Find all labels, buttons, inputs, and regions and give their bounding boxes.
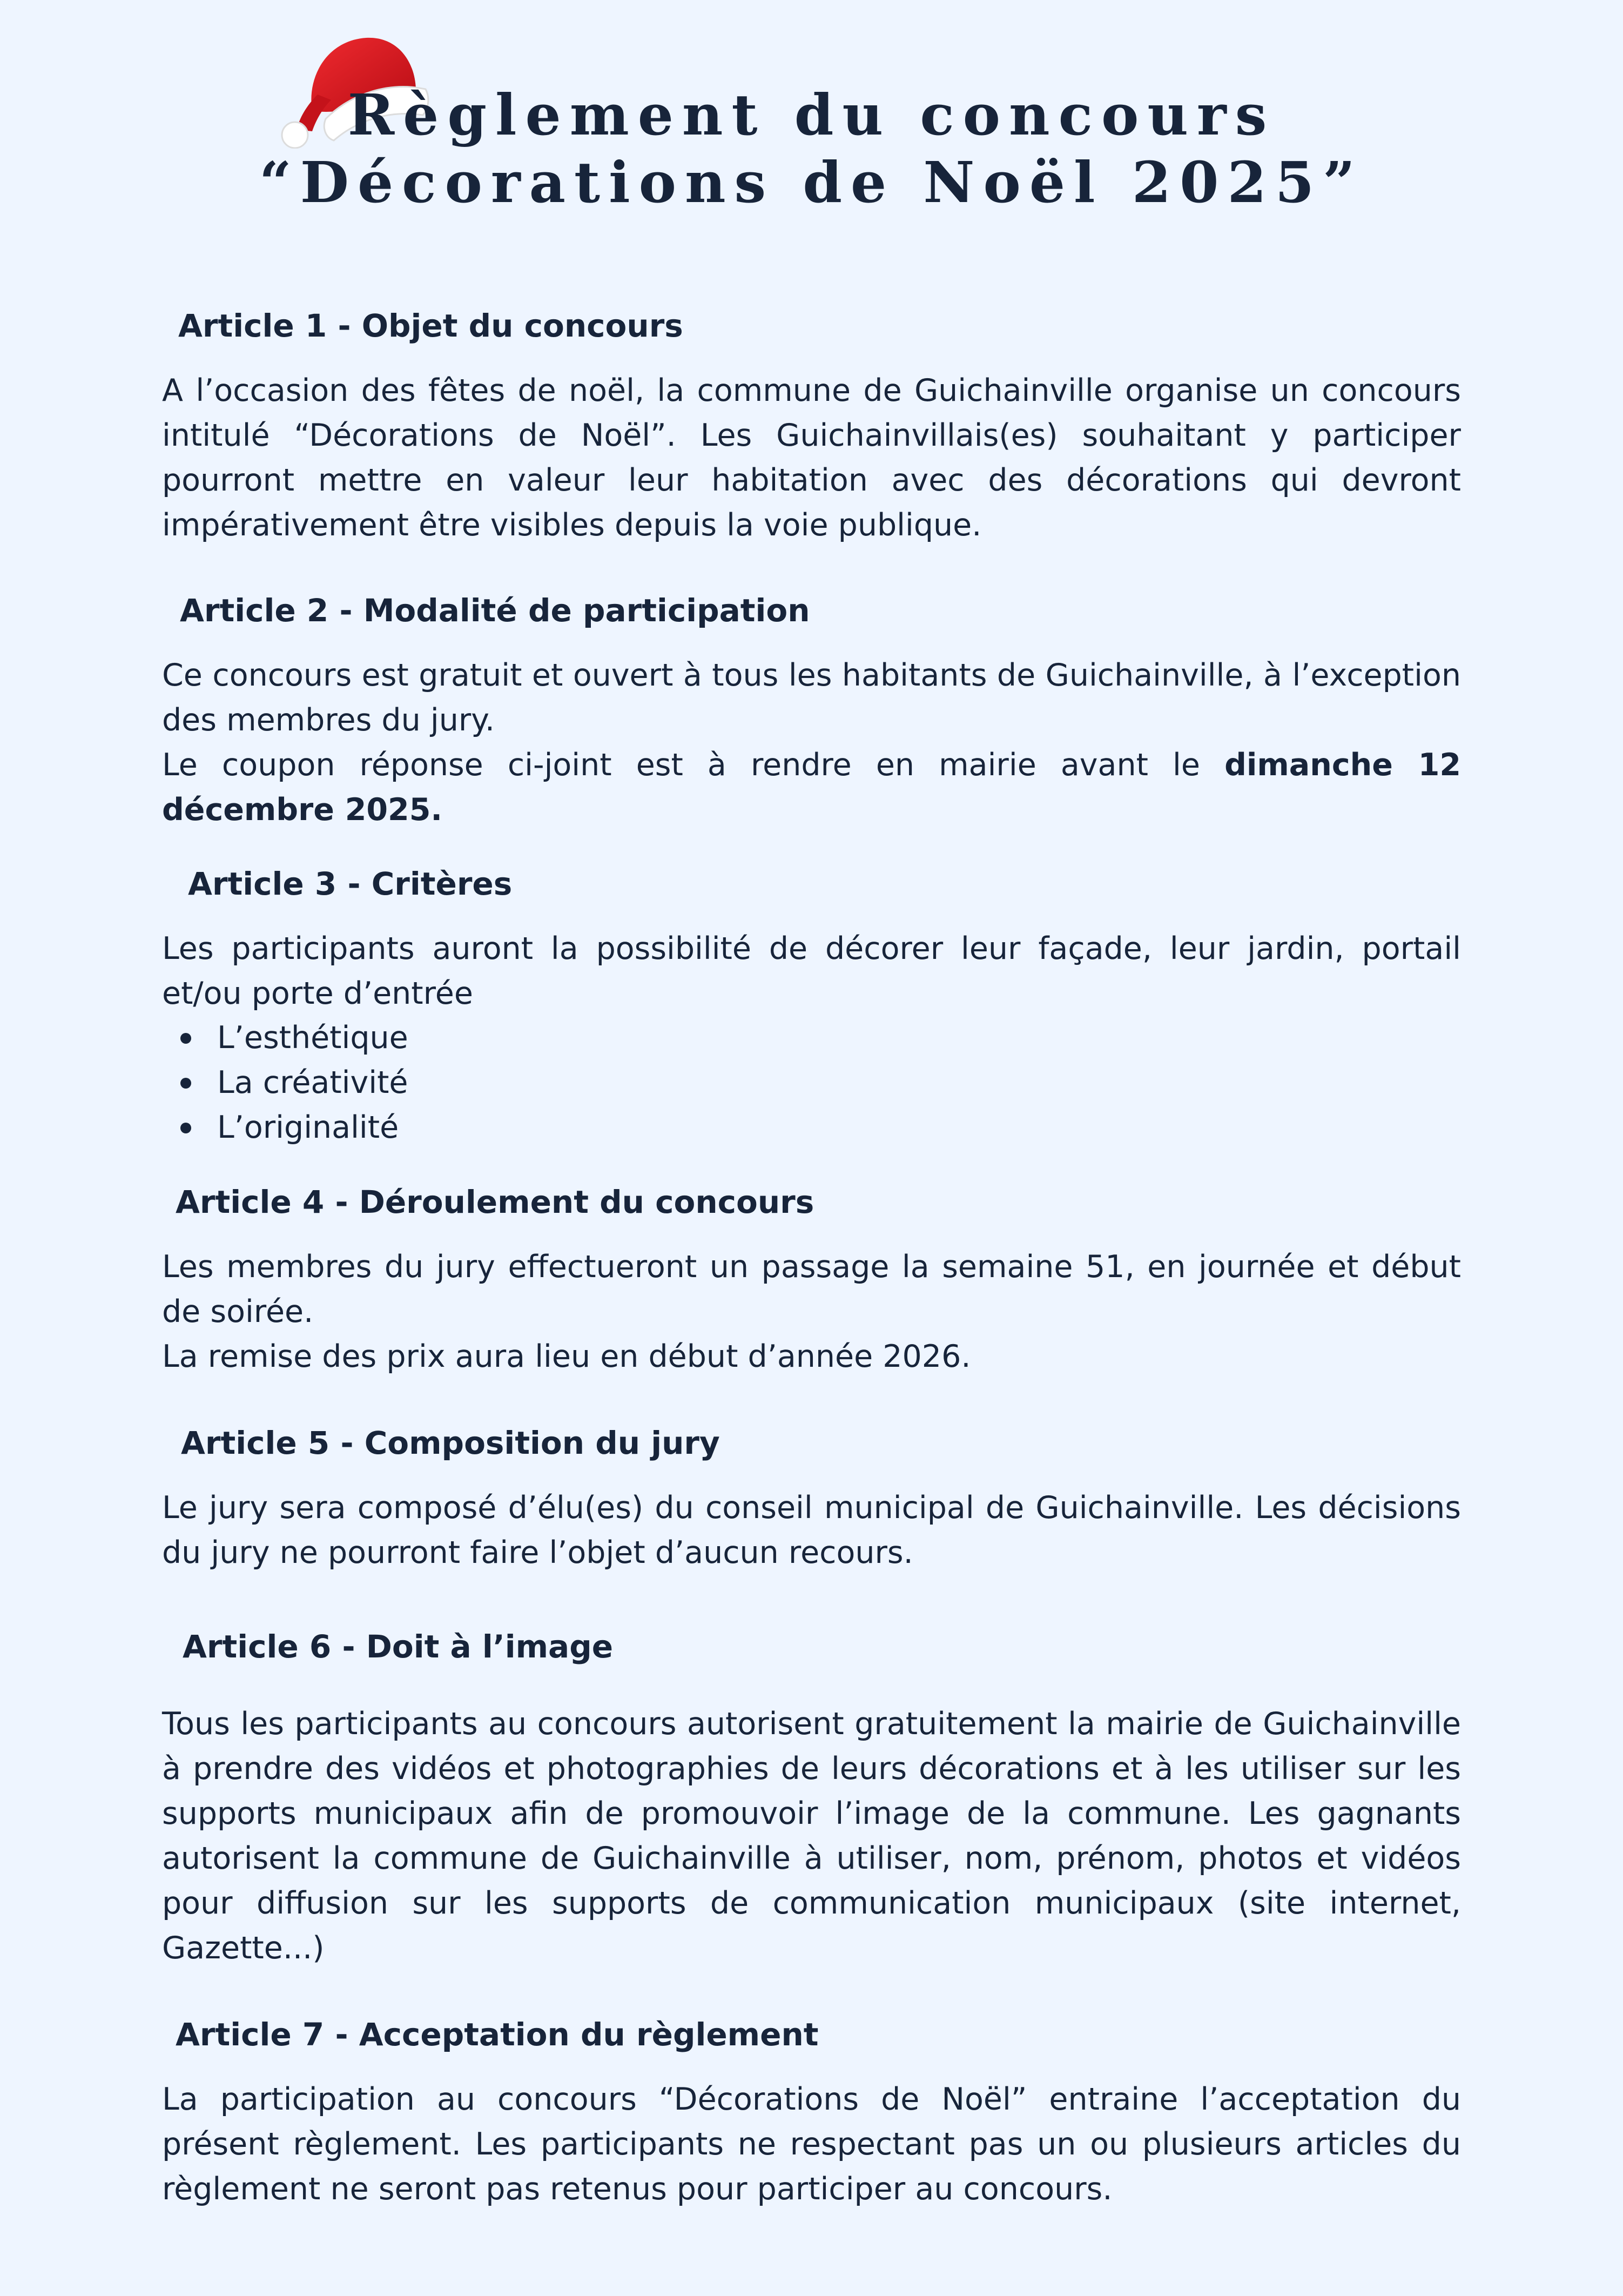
article-5-paragraph: Le jury sera composé d’élu(es) du conseil municipal de Guichainville. Les décisions du jury ne pourront faire l’objet d’aucun recours. [162, 1490, 1461, 1570]
criteria-item: L’originalité [162, 1105, 408, 1150]
article-4-paragraph-2: La remise des prix aura lieu en début d’année 2026. [162, 1339, 971, 1374]
article-3-heading: Article 3 - Critères [188, 865, 513, 902]
article-2-heading: Article 2 - Modalité de participation [180, 592, 810, 629]
bullet-icon [180, 1033, 191, 1044]
article-2-deadline: dimanche 12 décembre 2025. [162, 747, 1462, 828]
title-line-1: Règlement du concours [347, 82, 1276, 148]
article-6-paragraph: Tous les participants au concours autorisent gratuitement la mairie de Guichainville à prendre des vidéos et photographies de leurs décorations et à les utiliser sur les supports municipaux afin de promouvoir l’image de la commune. Les gagnants autorisent la commune de Guichainville à utiliser, nom, prénom, photos et vidéos pour diffusion sur les supports de communication municipaux (site internet, Gazette...) [162, 1706, 1461, 1966]
criteria-item: L’esthétique [162, 1016, 408, 1060]
article-2-paragraph-1: Ce concours est gratuit et ouvert à tous les habitants de Guichainville, à l’exception des membres du jury. [162, 657, 1461, 738]
bullet-icon [180, 1078, 191, 1089]
article-7-paragraph: La participation au concours “Décorations de Noël” entraine l’acceptation du présent règlement. Les participants ne respectant pas un ou plusieurs articles du règlement ne seront pas retenus pour participer au concours. [162, 2082, 1461, 2207]
article-2-paragraph-2 [162, 743, 1461, 833]
article-5-heading: Article 5 - Composition du jury [181, 1425, 720, 1461]
article-2-coupon-text: Le coupon réponse ci-joint est à rendre en mairie avant le [162, 747, 1200, 783]
article-3-paragraph: Les participants auront la possibilité de décorer leur façade, leur jardin, portail et/ou porte d’entrée [162, 931, 1461, 1011]
article-7-heading: Article 7 - Acceptation du règlement [176, 2016, 819, 2053]
article-4-paragraph-1: Les membres du jury effectueront un passage la semaine 51, en journée et début de soirée. [162, 1249, 1461, 1330]
page-title [0, 81, 1623, 216]
title-line-2: “Décorations de Noël 2025” [259, 149, 1364, 216]
criteria-item: La créativité [162, 1060, 408, 1105]
article-1-paragraph: A l’occasion des fêtes de noël, la commune de Guichainville organise un concours intitulé “Décorations de Noël”. Les Guichainvillais(es) souhaitant y participer pourront mettre en valeur leur habitation avec des décorations qui devront impérativement être visibles depuis la voie publique. [162, 373, 1461, 543]
article-6-heading: Article 6 - Doit à l’image [183, 1628, 614, 1665]
bullet-icon [180, 1123, 191, 1133]
article-1-heading: Article 1 - Objet du concours [178, 307, 683, 344]
criteria-list [162, 1016, 408, 1150]
article-4-heading: Article 4 - Déroulement du concours [176, 1184, 814, 1220]
